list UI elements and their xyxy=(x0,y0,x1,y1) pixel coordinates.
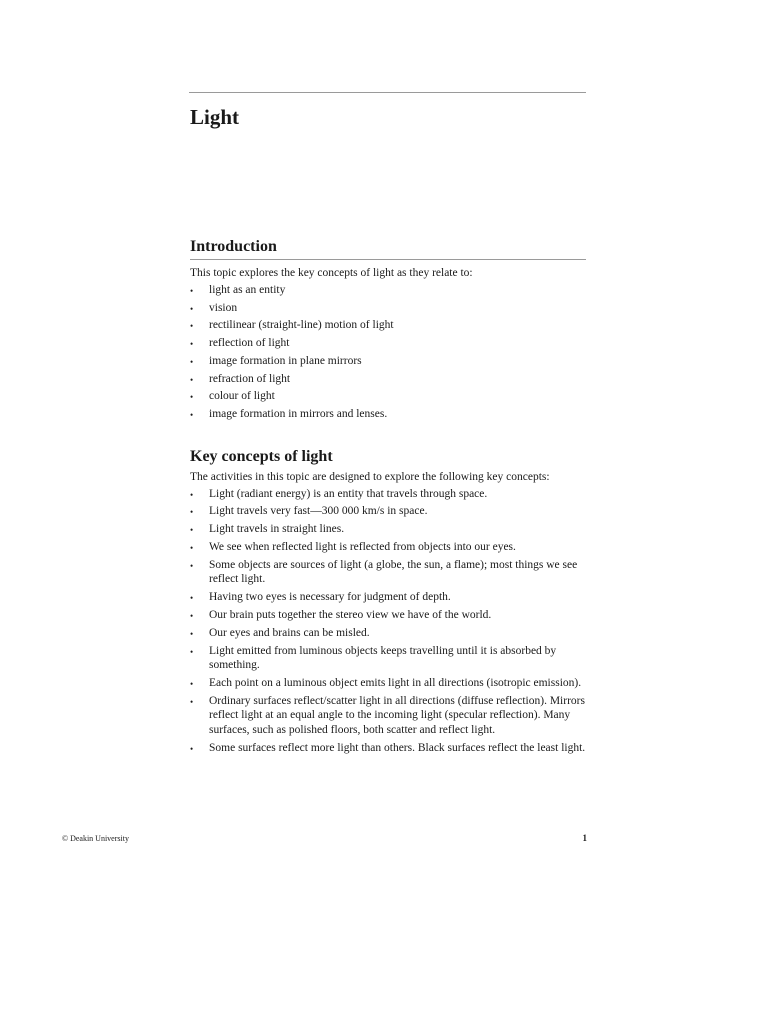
footer-copyright: © Deakin University xyxy=(62,834,129,843)
bullet-icon: • xyxy=(190,321,194,332)
list-item xyxy=(190,318,586,333)
bullet-icon: • xyxy=(190,507,194,518)
list-item-text: rectilinear (straight-line) motion of light xyxy=(209,319,394,332)
list-item xyxy=(190,336,586,351)
list-item-text: Light travels very fast—300 000 km/s in space. xyxy=(209,505,428,518)
bullet-icon: • xyxy=(190,285,194,296)
list-item-text: Light (radiant energy) is an entity that travels through space. xyxy=(209,487,488,500)
bullet-icon: • xyxy=(190,646,194,657)
list-item xyxy=(190,540,586,555)
header-rule xyxy=(189,92,586,93)
list-item-text: Each point on a luminous object emits light in all directions (isotropic emission). xyxy=(209,676,582,689)
list-item xyxy=(190,522,586,537)
key-concepts-list xyxy=(190,487,586,756)
bullet-icon: • xyxy=(190,696,194,707)
list-item-text: Our eyes and brains can be misled. xyxy=(209,626,370,639)
bullet-icon: • xyxy=(190,593,194,604)
list-item-text: colour of light xyxy=(209,390,275,403)
list-item xyxy=(190,741,586,756)
page-number: 1 xyxy=(582,833,587,843)
list-item xyxy=(190,558,586,587)
bullet-icon: • xyxy=(190,410,194,421)
list-item-text: Some objects are sources of light (a globe, the sun, a flame); most things we see reflect light. xyxy=(209,558,578,586)
key-concepts-heading: Key concepts of light xyxy=(190,447,333,465)
list-item xyxy=(190,504,586,519)
introduction-list xyxy=(190,283,586,422)
list-item xyxy=(190,590,586,605)
bullet-icon: • xyxy=(190,525,194,536)
list-item xyxy=(190,644,586,673)
list-item-text: Light emitted from luminous objects keeps travelling until it is absorbed by something. xyxy=(209,644,557,672)
bullet-icon: • xyxy=(190,560,194,571)
list-item xyxy=(190,694,586,738)
list-item xyxy=(190,283,586,298)
bullet-icon: • xyxy=(190,339,194,350)
list-item xyxy=(190,389,586,404)
list-item-text: image formation in plane mirrors xyxy=(209,354,362,367)
bullet-icon: • xyxy=(190,303,194,314)
bullet-icon: • xyxy=(190,356,194,367)
page-title: Light xyxy=(190,105,240,129)
list-item xyxy=(190,626,586,641)
key-concepts-lead: The activities in this topic are designed to explore the following key concepts: xyxy=(190,470,550,483)
list-item xyxy=(190,608,586,623)
list-item xyxy=(190,372,586,387)
list-item-text: Light travels in straight lines. xyxy=(209,523,345,536)
list-item-text: light as an entity xyxy=(209,283,286,296)
page-content xyxy=(190,236,586,758)
list-item xyxy=(190,301,586,316)
bullet-icon: • xyxy=(190,374,194,385)
list-item-text: Having two eyes is necessary for judgment of depth. xyxy=(209,591,451,604)
list-item-text: refraction of light xyxy=(209,372,291,385)
bullet-icon: • xyxy=(190,610,194,621)
introduction-lead: This topic explores the key concepts of light as they relate to: xyxy=(190,267,473,279)
bullet-icon: • xyxy=(190,543,194,553)
bullet-icon: • xyxy=(190,628,194,639)
list-item-text: Our brain puts together the stereo view we have of the world. xyxy=(209,608,492,621)
list-item xyxy=(190,354,586,369)
list-item xyxy=(190,487,586,502)
list-item-text: image formation in mirrors and lenses. xyxy=(209,408,388,421)
bullet-icon: • xyxy=(190,489,194,500)
list-item xyxy=(190,676,586,691)
list-item xyxy=(190,407,586,422)
introduction-heading: Introduction xyxy=(190,236,586,260)
bullet-icon: • xyxy=(190,392,194,403)
list-item-text: We see when reflected light is reflected from objects into our eyes. xyxy=(209,541,516,553)
list-item-text: reflection of light xyxy=(209,337,290,350)
list-item-text: Some surfaces reflect more light than others. Black surfaces reflect the least light. xyxy=(209,741,586,754)
bullet-icon: • xyxy=(190,743,194,754)
introduction-section xyxy=(190,236,586,422)
list-item-text: Ordinary surfaces reflect/scatter light in all directions (diffuse reflection). Mirrors reflect light at an equal angle to the incoming light (specular reflection). Many surfaces, such as polished floors, both scatter and reflect light. xyxy=(209,694,585,736)
key-concepts-section xyxy=(190,446,586,755)
list-item-text: vision xyxy=(209,301,238,314)
bullet-icon: • xyxy=(190,678,194,689)
